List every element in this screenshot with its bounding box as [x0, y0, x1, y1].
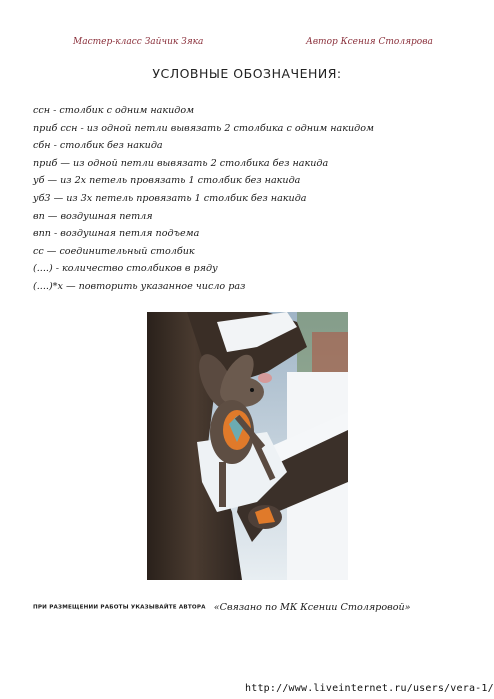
legend-item: (....) - количество столбиков в ряду [33, 263, 218, 275]
legend-item: уб3 — из 3х петель провязать 1 столбик без накида [33, 192, 307, 204]
legend-item: (....)*х — повторить указанное число раз [33, 280, 246, 292]
legend-item: приб ссн - из одной петли вывязать 2 столбика с одним накидом [33, 122, 374, 134]
footer-notice: ПРИ РАЗМЕЩЕНИИ РАБОТЫ УКАЗЫВАЙТЕ АВТОРА [33, 604, 206, 611]
legend-item: приб — из одной петли вывязать 2 столбика без накида [33, 157, 329, 169]
bunny-photo [147, 312, 348, 580]
page-title: УСЛОВНЫЕ ОБОЗНАЧЕНИЯ: [152, 66, 342, 81]
source-url: http://www.liveinternet.ru/users/vera-1/ [245, 683, 494, 694]
legend-item: вп — воздушная петля [33, 210, 153, 222]
header-right-author: Автор Ксения Столярова [306, 37, 433, 47]
header-left-title: Мастер-класс Зайчик Зяка [73, 37, 204, 47]
footer-credit [33, 597, 411, 616]
legend-list [33, 102, 374, 296]
legend-item: сбн - столбик без накида [33, 140, 163, 152]
legend-item: сс — соединительный столбик [33, 245, 195, 257]
legend-item: уб — из 2х петель провязать 1 столбик без накида [33, 175, 301, 187]
footer-quote: «Связано по МК Ксении Столяровой» [213, 602, 411, 613]
legend-item: ссн - столбик с одним накидом [33, 105, 195, 116]
bunny-photo-drawing [147, 312, 348, 580]
legend-item: впп - воздушная петля подъема [33, 228, 200, 240]
